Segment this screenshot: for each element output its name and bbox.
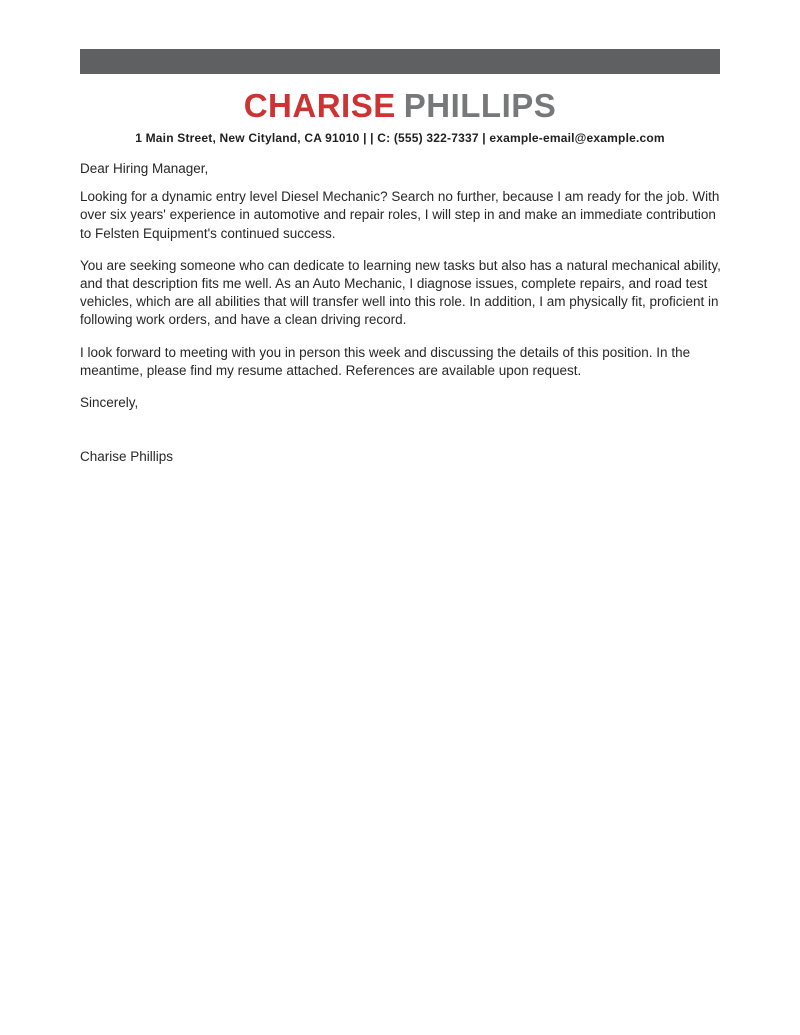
signature-name: Charise Phillips	[80, 449, 174, 465]
letter-body	[80, 160, 722, 480]
closing: Sincerely,	[80, 395, 139, 411]
paragraph-qualifications: You are seeking someone who can dedicate to learning new tasks but also has a natural mechanical ability, and that description fits me well. As an Auto Mechanic, I diagnose issues, complete repairs, and road test vehicles, which are all abilities that will transfer well into this role. In addition, I am physically fit, proficient in following work orders, and have a clean driving record.	[80, 257, 721, 328]
paragraph-intro: Looking for a dynamic entry level Diesel Mechanic? Search no further, because I am ready for the job. With over six years' experience in automotive and repair roles, I will step in and make an immediate contribution to Felsten Equipment's continued success.	[80, 189, 720, 241]
salutation: Dear Hiring Manager,	[80, 161, 209, 176]
candidate-last-name: PHILLIPS	[403, 87, 557, 124]
contact-line: 1 Main Street, New Cityland, CA 91010 | | C: (555) 322-7337 | example-email@example.com	[135, 131, 665, 145]
candidate-name	[0, 86, 800, 126]
letter-header	[0, 86, 800, 145]
paragraph-closing: I look forward to meeting with you in person this week and discussing the details of this position. In the meantime, please find my resume attached. References are available upon request.	[80, 344, 691, 378]
header-accent-bar	[80, 49, 720, 74]
candidate-first-name: CHARISE	[243, 87, 396, 124]
